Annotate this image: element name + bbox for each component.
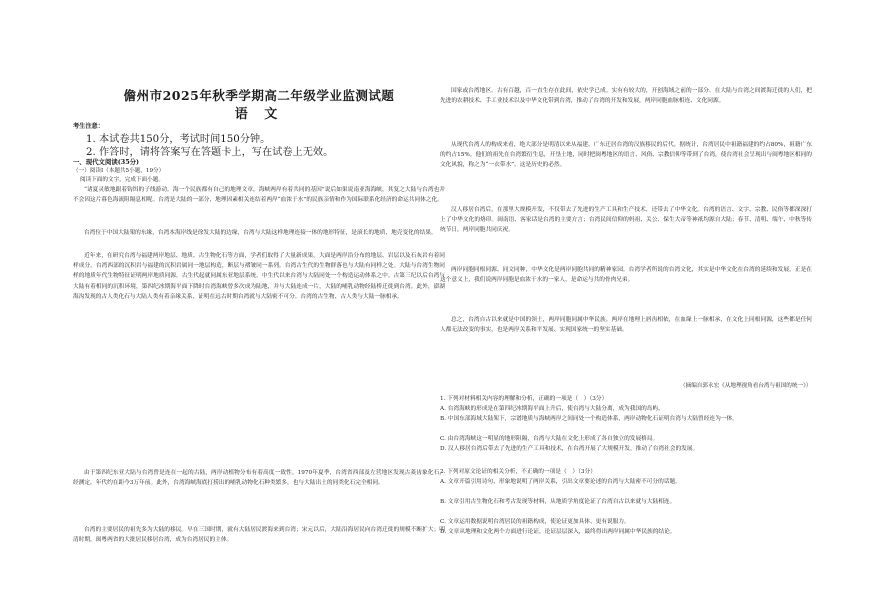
article-paragraph: 近年来，在研究台湾与福建两岸地层、地质、古生物化石等方面，学者们取得了大量新成果。大面是两岸沿分布的地层、岩层以及石灰岩有着同样成分，台湾西部的沉积岩与福建的沉积岩属同一地层构造，断层与褶皱同一系列。台湾古生代的生物群落也与大陆有同样之处。大陆与台湾生物同样的地质年代生物特征证明两岸地质同源。古生代起就同属东亚地层系统，中生代以来台湾与大陆同处一个构造运动体系之中。古第三纪以后台湾与大陆有着相同的沉积环境，第四纪冰期海平面下降时台湾海峡曾多次成为陆地，并与大陆连成一片，大陆的哺乳动物经陆桥迁徙到台湾。此外，澎湖海沟发现的古人类化石与大陆人类有着亲缘关系，证明在远古时期台湾就与大陆密不可分。台湾的古生物、古人类与大陆一脉相承。 — [73, 253, 445, 300]
exam-title: 儋州市2025年秋季学期高二年级学业监测试题 — [123, 88, 395, 103]
article-paragraph: 两岸同胞同根同源、同文同种，中华文化是两岸同胞共同的精神家园。台湾学者所说的台湾文化，其实是中华文化在台湾的延续和发展。正是在这个意义上，我们说两岸同胞是血浓于水的一家人，是命运与共的骨肉兄弟。 — [440, 267, 812, 284]
answer-option: C. 由台湾海峡这一明显的地形阻隔，台湾与大陆在文化上形成了各自独立的发展格局。 — [440, 436, 659, 442]
article-paragraph: 由于第四纪东亚大陆与台湾曾是连在一起的古陆，两岸动植物分布有着高度一致性。1970年夏季，台湾省西部及左营地区发现古菱齿象化石，经测定，年代约在距今3万年前。此外，台湾海峡海底打捞出的哺乳动物化石种类繁多，也与大陆出土的同类化石完全相同。 — [73, 470, 445, 487]
article-paragraph: 台湾的主要居民的祖先多为大陆的移民。早在三国时期，就有大陆居民渡海来到台湾；宋元以后，大陆沿海居民向台湾迁徙的规模不断扩大；明清时期，闽粤两省的大批居民移居台湾，成为台湾居民的主体。 — [73, 527, 445, 544]
question-stem: 2. 下列对原文论证的相关分析，不正确的一项是（ ）（3分） — [440, 469, 596, 475]
section-heading: 一、现代文阅读(35分) — [73, 158, 140, 166]
answer-option: A. 文章开篇引用诗句，形象地说明了两岸关系，引出文章要论述的台湾与大陆密不可分的话题。 — [440, 479, 681, 485]
article-paragraph: 从现代台湾人的构成来看，绝大部分是明清以来从福建、广东迁居台湾的汉族移民的后代。据统计，台湾居民中祖籍福建的约占80%，祖籍广东的约占15%。他们的祖先在台湾繁衍生息，开垦土地，同时把闽粤地区的语言、风俗、宗教信仰等带到了台湾，使台湾社会呈现出与闽粤地区相同的文化风貌，称之为“一衣带水”，这是历史的必然。 — [440, 142, 812, 169]
notice-item: 2. 作答时，请将答案写在答题卡上，写在试卷上无效。 — [86, 147, 334, 158]
exam-subject: 语 文 — [234, 107, 284, 122]
article-paragraph: “诸夏灵敏地跟着钩饵的子线游动。海一个民族都有自己的地理文章，海峡两岸有着共同的基因”说后如果说南亚海海峡。其复之大陆与台湾也并不会因这片暮色海流阻隔息相呢。台湾是大陆的一部分，地理因素相关连结着两岸“血浓于水”的民族亲情和作为国际联系化经济的命运共同体之化。 — [73, 187, 445, 204]
notice-item: 1. 本试卷共150分，考试时间150分钟。 — [86, 134, 271, 145]
answer-option: B. 中国东部海域大陆架下，宗谱地质与海峡两岸之间同处一个构造体系，两岸动物化石证明台湾与大陆曾经连为一体。 — [440, 416, 738, 422]
subsection-heading: （一）阅读Ⅰ（本题共5小题，19分） — [73, 168, 165, 174]
notice-heading: 考生注意： — [73, 123, 104, 130]
article-citation: （摘编自郭永宏《从地理视角看台湾与祖国的统一》） — [680, 383, 812, 389]
question-stem: 1. 下列对材料相关内容的理解和分析，正确的一项是（ ）（3分） — [440, 396, 608, 402]
answer-option: A. 台湾海峡的形成是在第四纪冰期海平面上升后，使台湾与大陆分离，成为我国的岛屿。 — [440, 406, 664, 412]
subsection-note: 阅读下面的文字，完成下面小题。 — [80, 177, 164, 183]
answer-option: C. 文章运用数据说明台湾居民的祖籍构成，使论证更加具体、更有说服力。 — [440, 519, 630, 525]
article-paragraph: 汉人移居台湾后，在那里大规模开发，不仅带去了先进的生产工具和生产技术，还带去了中华文化。台湾的语言、文字、宗教、民俗等都深深打上了中华文化的烙印。闽南语、客家话是台湾的主要方言；台湾民间信仰的妈祖、关公、保生大帝等神祇均源自大陆；春节、清明、端午、中秋等传统节日，两岸同胞共同庆祝。 — [440, 207, 812, 234]
article-paragraph: 台湾位于中国大陆架的东缘，台湾本海岸线是徐发大陆的边缘，台湾与大陆这样地理连接一体的地形特征，是滚长的地质、地壳变化的结果。 — [84, 230, 437, 236]
answer-option: B. 文章引用古生物化石和考古发现等材料，从地质学角度论证了台湾自古以来就与大陆相连。 — [440, 499, 676, 505]
article-paragraph: 总之，台湾自古以来就是中国的领土，两岸同胞同属中华民族。两岸在地理上唇齿相依，在血缘上一脉相承，在文化上同根同源，这些都是任何人都无法改变的事实，也是两岸关系和平发展、实现国家统一的坚实基础。 — [440, 317, 812, 334]
answer-option: D. 文章从地理和文化两个方面进行论证，论证层层深入，最终得出两岸同属中华民族的结论。 — [440, 529, 676, 535]
article-paragraph: 国家或台湾地区。古有百越，百一直生存在此间，依史学已成。实有有较大的，开创海域之前的一部分。在大陆与台湾之间渡海迁徙的人们，把先进的农耕技术、手工业技术以及中华文化带到台湾，推动了台湾的开发和发展，两岸同胞血脉相连、文化同源。 — [440, 88, 812, 105]
answer-option: D. 汉人移居台湾后带去了先进的生产工具和技术，在台湾开展了大规模开发，推动了台湾社会的发展。 — [440, 446, 699, 452]
